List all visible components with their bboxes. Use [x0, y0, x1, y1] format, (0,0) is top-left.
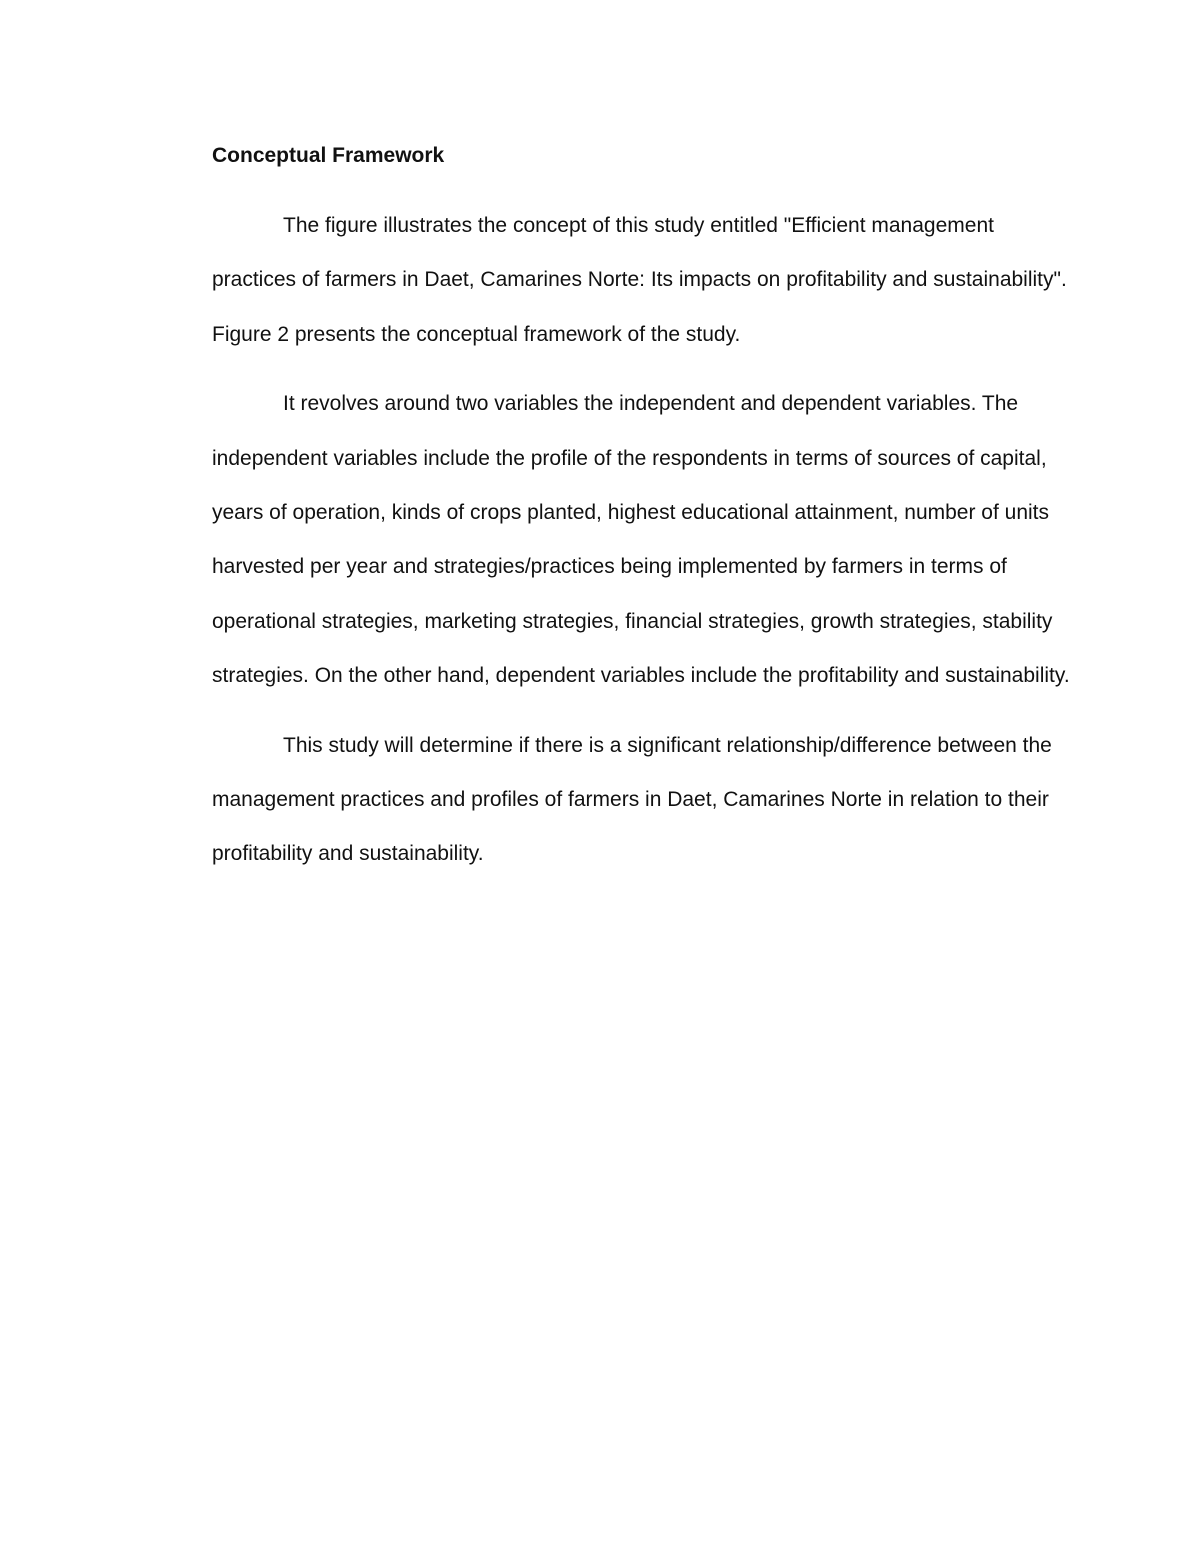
paragraph-study-objective: This study will determine if there is a significant relationship/difference between the management practices and profiles of farmers in Daet, Camarines Norte in relation to their profitability and sustainability. [212, 733, 1052, 866]
paragraph-variables: It revolves around two variables the independent and dependent variables. The independent variables include the profile of the respondents in terms of sources of capital, years of operation, kinds of crops planted, highest educational attainment, number of units harvested per year and strategies/practices being implemented by farmers in terms of operational strategies, marketing strategies, financial strategies, growth strategies, stability strategies. On the other hand, dependent variables include the profitability and sustainability. [212, 392, 1070, 688]
paragraph-study-concept: The figure illustrates the concept of this study entitled "Efficient management practices of farmers in Daet, Camarines Norte: Its impacts on profitability and sustainability". Figure 2 presents the conceptual framework of the study. [212, 214, 1067, 346]
section-heading: Conceptual Framework [212, 144, 445, 167]
document-body [212, 138, 1072, 882]
